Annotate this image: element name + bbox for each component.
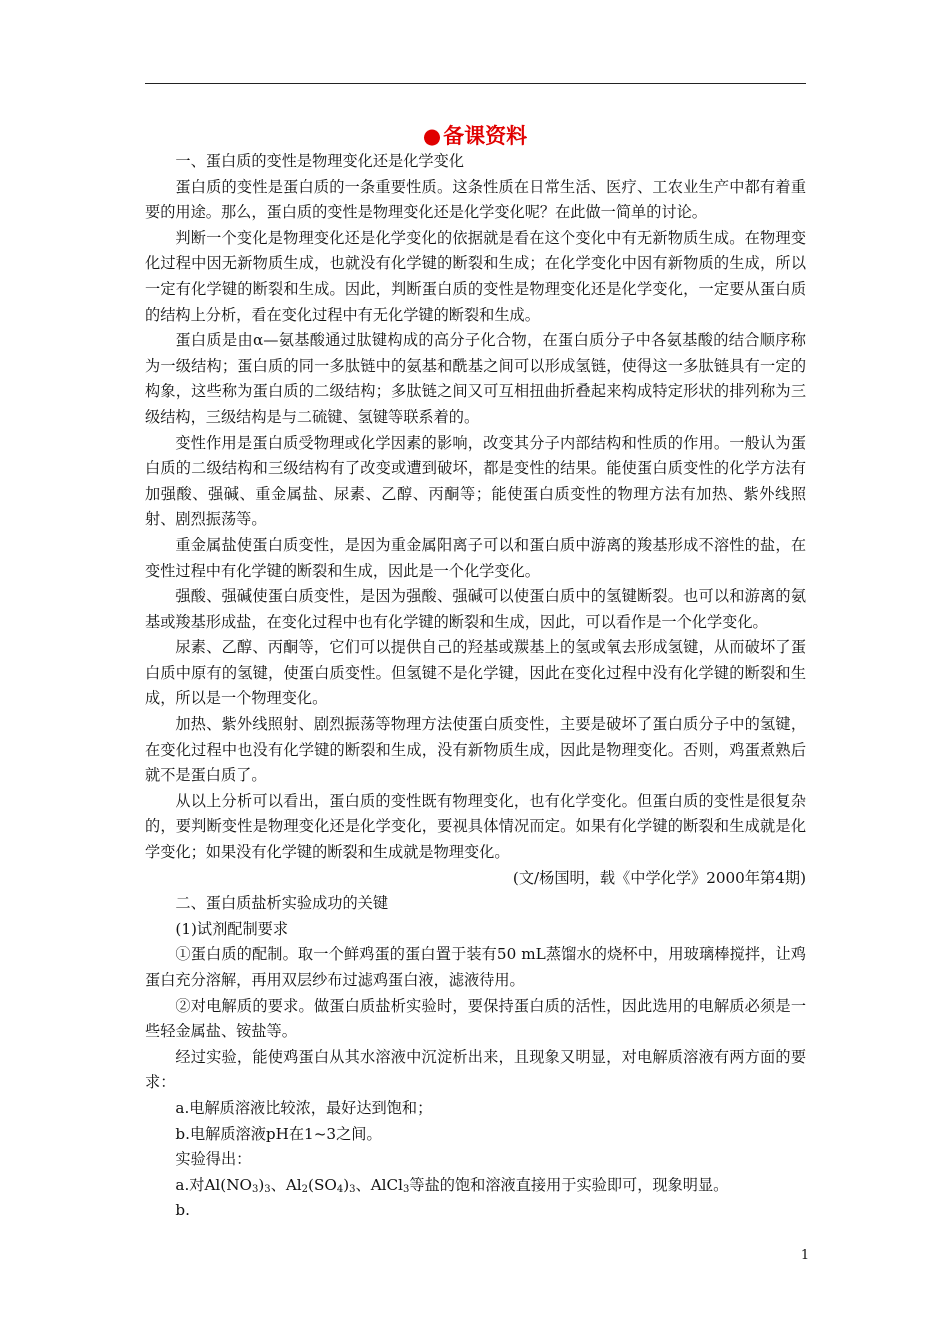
paragraph: 强酸、强碱使蛋白质变性，是因为强酸、强碱可以使蛋白质中的氢键断裂。也可以和游离的氨基或羧基形成盐，在变化过程中也有化学键的断裂和生成，因此，可以看作是一个化学变化。: [145, 587, 806, 631]
paragraph: ②对电解质的要求。做蛋白质盐析实验时，要保持蛋白质的活性，因此选用的电解质必须是一些轻金属盐、铵盐等。: [145, 996, 806, 1041]
paragraph: 从以上分析可以看出，蛋白质的变性既有物理变化，也有化学变化。但蛋白质的变性是很复杂的，要判断变性是物理变化还是化学变化，要视具体情况而定。如果有化学键的断裂和生成就是化学变化；如果没有化学键的断裂和生成就是物理变化。: [145, 791, 806, 862]
paragraph: 尿素、乙醇、丙酮等，它们可以提供自己的羟基或羰基上的氢或氧去形成氢键，从而破坏了蛋白质中原有的氢键，使蛋白质变性。但氢键不是化学键，因此在变化过程中没有化学键的断裂和生成，所以是一个物理变化。: [145, 638, 806, 708]
list-item: b.电解质溶液pH在1~3之间。: [175, 1124, 382, 1143]
section-heading: 一、蛋白质的变性是物理变化还是化学变化: [175, 152, 464, 170]
paragraph: 经过实验，能使鸡蛋白从其水溶液中沉淀析出来，且现象又明显，对电解质溶液有两方面的要求：: [145, 1047, 806, 1092]
subheading: (1)试剂配制要求: [175, 919, 289, 938]
document-body: [145, 149, 806, 1224]
page-title: [0, 121, 950, 151]
list-item: b.: [175, 1201, 190, 1220]
paragraph: 变性作用是蛋白质受物理或化学因素的影响，改变其分子内部结构和性质的作用。一般认为蛋白质的二级结构和三级结构有了改变或遭到破坏，都是变性的结果。能使蛋白质变性的化学方法有加强酸、强碱、重金属盐、尿素、乙醇、丙酮等；能使蛋白质变性的物理方法有加热、紫外线照射、剧烈振荡等。: [145, 433, 806, 529]
header-rule: [145, 83, 806, 84]
paragraph: 实验得出：: [175, 1150, 252, 1169]
bullet-icon: ●: [422, 124, 442, 148]
paragraph: 蛋白质是由α—氨基酸通过肽键构成的高分子化合物，在蛋白质分子中各氨基酸的结合顺序称为一级结构；蛋白质的同一多肽链中的氨基和酰基之间可以形成氢链，使得这一多肽链具有一定的构象，这些称为蛋白质的二级结构；多肽链之间又可互相扭曲折叠起来构成特定形状的排列称为三级结构，三级结构是与二硫键、氢键等联系着的。: [145, 331, 806, 426]
paragraph: 判断一个变化是物理变化还是化学变化的依据就是看在这个变化中有无新物质生成。在物理变化过程中因无新物质生成，也就没有化学键的断裂和生成；在化学变化中因有新物质的生成，所以一定有化学键的断裂和生成。因此，判断蛋白质的变性是物理变化还是化学变化，一定要从蛋白质的结构上分析，看在变化过程中有无化学键的断裂和生成。: [145, 228, 806, 324]
paragraph: 重金属盐使蛋白质变性，是因为重金属阳离子可以和蛋白质中游离的羧基形成不溶性的盐，在变性过程中有化学键的断裂和生成，因此是一个化学变化。: [145, 535, 806, 580]
section-heading: 二、蛋白质盐析实验成功的关键: [175, 894, 389, 913]
paragraph: ①蛋白质的配制。取一个鲜鸡蛋的蛋白置于装有50 mL蒸馏水的烧杯中，用玻璃棒搅拌，让鸡蛋白充分溶解，再用双层纱布过滤鸡蛋白液，滤液待用。: [145, 945, 806, 989]
list-item-formula: a.对$Al(NO_3)_3$、$Al_2(SO_4)_3$、AlCl$_3$等盐的饱和溶液直接用于实验即可，现象明显。: [175, 1175, 729, 1195]
title-text: 备课资料: [443, 124, 528, 148]
paragraph: 蛋白质的变性是蛋白质的一条重要性质。这条性质在日常生活、医疗、工农业生产中都有着重要的用途。那么，蛋白质的变性是物理变化还是化学变化呢？在此做一简单的讨论。: [145, 177, 806, 222]
citation: (文/杨国明，载《中学化学》2000年第4期): [512, 868, 806, 887]
list-item: a.电解质溶液比较浓，最好达到饱和；: [175, 1098, 433, 1117]
page-number: 1: [800, 1248, 810, 1263]
paragraph: 加热、紫外线照射、剧烈振荡等物理方法使蛋白质变性，主要是破坏了蛋白质分子中的氢键，在变化过程中也没有化学键的断裂和生成，没有新物质生成，因此是物理变化。否则，鸡蛋煮熟后就不是蛋白质了。: [145, 715, 806, 785]
